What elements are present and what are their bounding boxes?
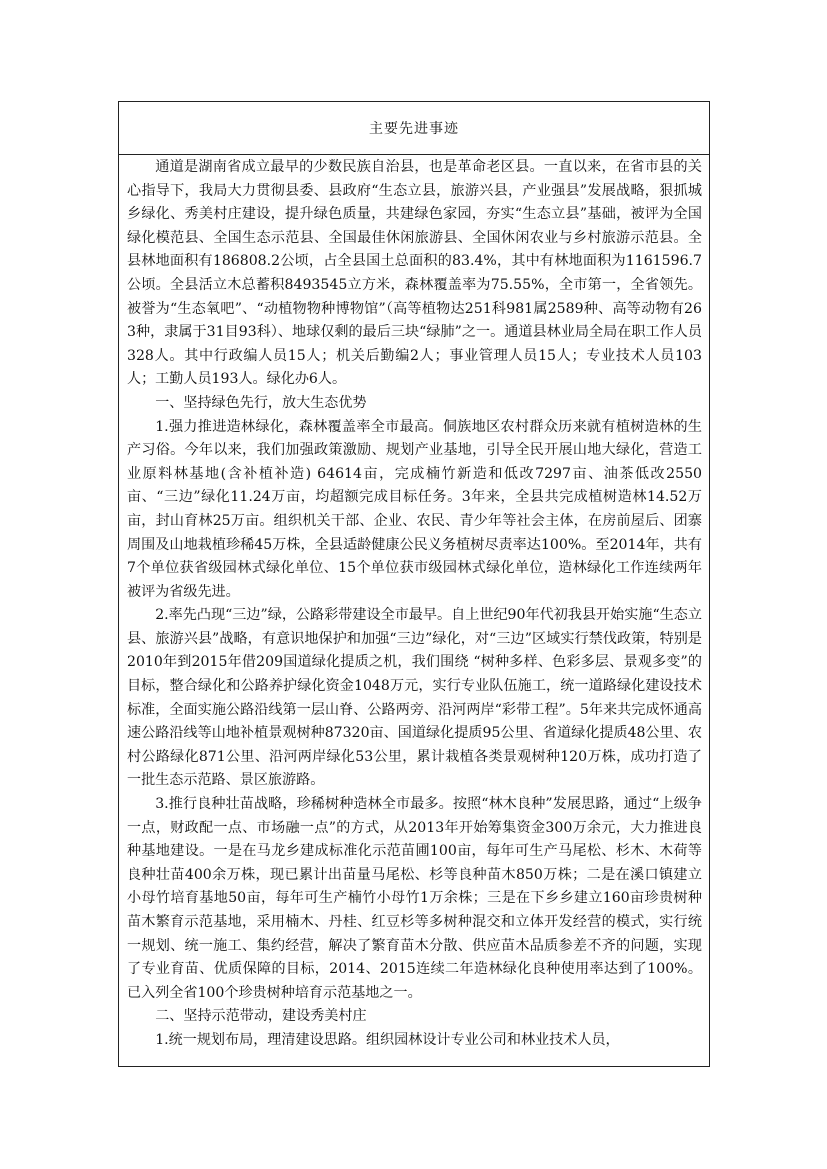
section-heading-2: 二、坚持示范带动，建设秀美村庄 <box>155 1008 367 1025</box>
item-paragraph-1-1: 1.强力推进造林绿化，森林覆盖率全市最高。侗族地区农村群众历来就有植树造林的生产习俗。今年以来，我们加强政策激励、规划产业基地，引导全民开展山地大绿化，营造工业原料林基地(含补植补造) 64614亩，完成楠竹新造和低改7297亩、油茶低改2550亩、“三边”绿化11.24万亩，均超额完成目标任务。3年来，全县共完成植树造林14.52万亩，封山育林25万亩。组织机关干部、企业、农民、青少年等社会主体，在房前屋后、团寨周围及山地栽植珍稀45万株，全县适龄健康公民义务植树尽责率达100%。至2014年，共有7个单位获省级园林式绿化单位、15个单位获市级园林式绿化单位，造林绿化工作连续两年被评为省级先进。 <box>127 418 702 600</box>
record-table <box>118 101 710 1067</box>
table-body-cell <box>119 155 709 1053</box>
section-title: 主要先进事迹 <box>369 121 459 137</box>
intro-paragraph: 通道是湖南省成立最早的少数民族自治县，也是革命老区县。一直以来，在省市县的关心指导下，我局大力贯彻县委、县政府“生态立县，旅游兴县，产业强县”发展战略，狠抓城乡绿化、秀美村庄建设，提升绿色质量，共建绿色家园，夯实“生态立县”基础，被评为全国绿化模范县、全国生态示范县、全国最佳休闲旅游县、全国休闲农业与乡村旅游示范县。全县林地面积有186808.2公顷，占全县国土总面积的83.4%，其中有林地面积为1161596.7公顷。全县活立木总蓄积8493545立方米，森林覆盖率为75.55%，全市第一，全省领先。被誉为“生态氧吧”、“动植物物种博物馆”（高等植物达251科981属2589种、高等动物有263种，隶属于31目93科）、地球仅剩的最后三块“绿肺”之一。通道县林业局全局在职工作人员328人。其中行政编人员15人；机关后勤编2人；事业管理人员15人；专业技术人员103人；工勤人员193人。绿化办6人。 <box>127 159 702 388</box>
item-paragraph-2-1: 1.统一规划布局，理清建设思路。组织园林设计专业公司和林业技术人员， <box>155 1031 620 1048</box>
item-paragraph-1-3: 3.推行良种壮苗战略，珍稀树种造林全市最多。按照“林木良种”发展思路，通过“上级争一点，财政配一点、市场融一点”的方式，从2013年开始筹集资金300万余元，大力推进良种基地建设。一是在马龙乡建成标准化示范苗圃100亩，每年可生产马尾松、杉木、木荷等良种壮苗400余万株，现已累计出苗量马尾松、杉等良种苗木850万株；二是在溪口镇建立小母竹培育基地50亩，每年可生产楠竹小母竹1万余株；三是在下乡乡建立160亩珍贵树种苗木繁育示范基地，采用楠木、丹桂、红豆杉等多树种混交和立体开发经营的模式，实行统一规划、统一施工、集约经营，解决了繁育苗木分散、供应苗木品质参差不齐的问题，实现了专业育苗、优质保障的目标，2014、2015连续二年造林绿化良种使用率达到了100%。已入列全省100个珍贵树种培育示范基地之一。 <box>127 796 702 1001</box>
section-heading-1: 一、坚持绿色先行，放大生态优势 <box>155 394 367 411</box>
item-paragraph-1-2: 2.率先凸现“三边”绿，公路彩带建设全市最早。自上世纪90年代初我县开始实施“生态立县、旅游兴县”战略，有意识地保护和加强“三边”绿化，对“三边”区域实行禁伐政策，特别是2010年到2015年借209国道绿化提质之机，我们围绕 “树种多样、色彩多层、景观多变”的目标，整合绿化和公路养护绿化资金1048万元，实行专业队伍施工，统一道路绿化建设技术标准，全面实施公路沿线第一层山脊、公路两旁、沿河两岸“彩带工程”。5年来共完成怀通高速公路沿线等山地补植景观树种87320亩、国道绿化提质95公里、省道绿化提质48公里、农村公路绿化871公里、沿河两岸绿化53公里，累计栽植各类景观树种120万株，成功打造了一批生态示范路、景区旅游路。 <box>127 607 702 789</box>
table-header-cell <box>119 102 709 155</box>
